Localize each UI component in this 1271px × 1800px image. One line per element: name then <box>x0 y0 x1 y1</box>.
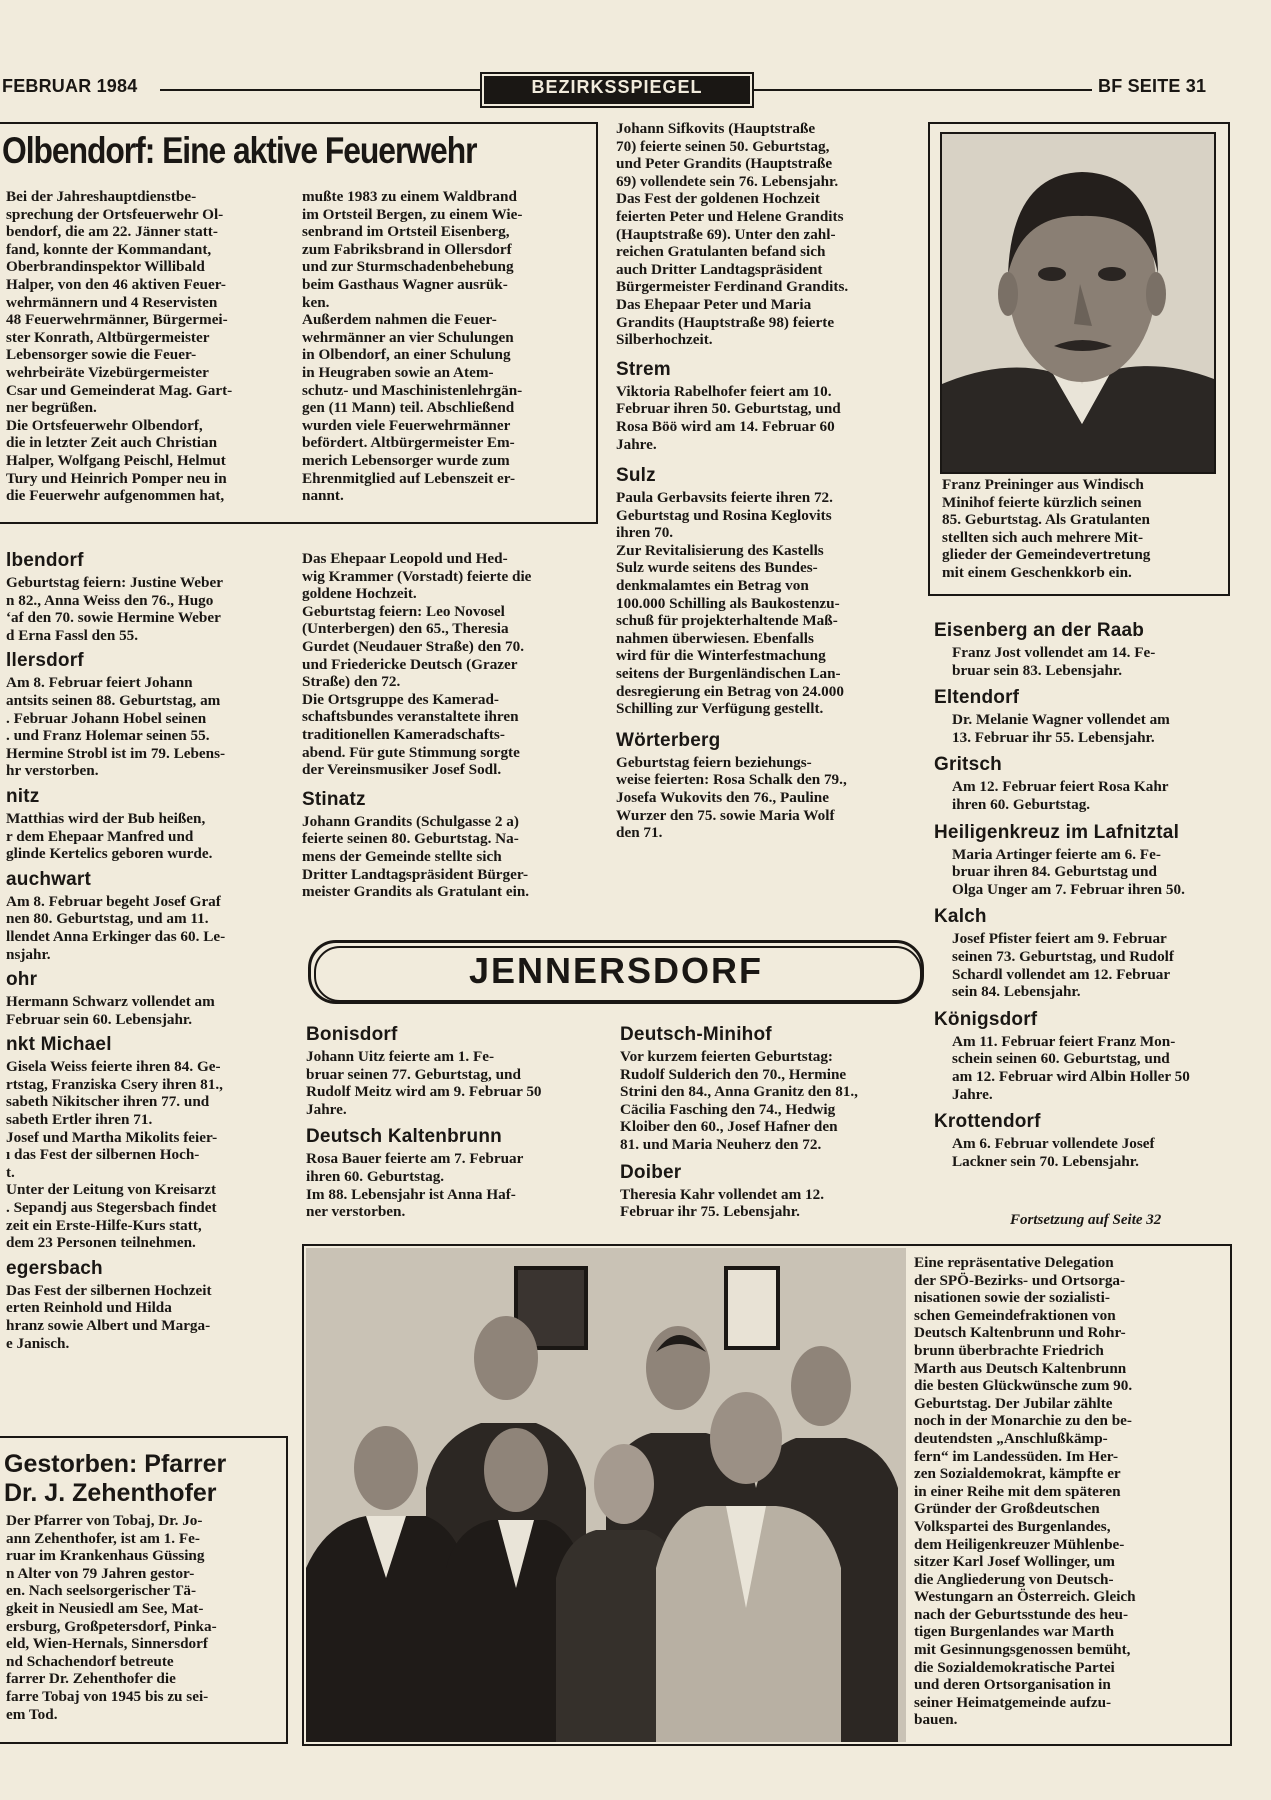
jennersdorf-left <box>306 1024 602 1221</box>
obituary-headline-line1: Gestorben: Pfarrer <box>4 1450 227 1478</box>
section-heading: llersdorf <box>6 650 84 672</box>
section-stegersbach <box>6 1258 286 1352</box>
section-text: Am 8. Februar begeht Josef Graf nen 80. Geburtstag, und am 11. llendet Anna Erkinger das 60. Le- nsjahr. <box>6 892 226 963</box>
group-photo <box>306 1248 906 1742</box>
lead-headline: Olbendorf: Eine aktive Feuerwehr <box>2 130 477 171</box>
section-text: Matthias wird der Bub heißen, r dem Ehepaar Manfred und glinde Kertelics geboren wurde. <box>6 809 213 863</box>
section-text: Vor kurzem feierten Geburtstag: Rudolf Sulderich den 70., Hermine Strini den 84., Anna Granitz den 81., Cäcilia Fasching den 74., Hedwig Kloiber den 60., Josef Hafner den 81. und Maria Neuherz den 72. <box>620 1048 858 1153</box>
section-heading: Königsdorf <box>934 1008 1038 1030</box>
section-title: BEZIRKSSPIEGEL <box>531 77 703 97</box>
section-heading: Deutsch Kaltenbrunn <box>306 1126 502 1148</box>
section-text: Franz Jost vollendet am 14. Fe- bruar sein 83. Lebensjahr. <box>952 644 1156 679</box>
section-sankt-michael <box>6 1034 286 1252</box>
section-heading: nkt Michael <box>6 1034 112 1056</box>
section-text: Am 6. Februar vollendete Josef Lackner sein 70. Lebensjahr. <box>952 1135 1155 1170</box>
section-text: Viktoria Rabelhofer feiert am 10. Februar ihren 50. Geburtstag, und Rosa Böö wird am 14. Februar 60 Jahre. <box>616 382 841 453</box>
issue-date: FEBRUAR 1984 <box>2 76 138 96</box>
section-heading: Wörterberg <box>616 729 721 751</box>
section-text: Maria Artinger feierte am 6. Fe- bruar ihren 84. Geburtstag und Olga Unger am 7. Februar ihren 50. <box>952 845 1185 898</box>
section-heading: Heiligenkreuz im Lafnitztal <box>934 821 1180 843</box>
obituary-headline-line2: Dr. J. Zehenthofer <box>4 1479 217 1507</box>
portrait-photo <box>940 132 1216 474</box>
col1-sections <box>6 550 286 1352</box>
section-text: Johann Uitz feierte am 1. Fe- bruar seinen 77. Geburtstag, und Rudolf Meitz wird am 9. Februar 50 Jahre. <box>306 1048 542 1118</box>
section-text: Geburtstag feiern beziehungs- weise feierten: Rosa Schalk den 79., Josefa Wukovits den 76., Pauline Wurzer den 75. sowie Maria Wolf den 71. <box>616 753 847 842</box>
jennersdorf-right <box>620 1024 916 1221</box>
section-heading: Krottendorf <box>934 1111 1041 1133</box>
section-heading: egersbach <box>6 1257 103 1279</box>
obituary-headline <box>4 1450 284 1508</box>
section-text: Hermann Schwarz vollendet am Februar sein 60. Lebensjahr. <box>6 993 215 1028</box>
section-heading: Sulz <box>616 465 656 487</box>
section-text: Johann Grandits (Schulgasse 2 a) feierte seinen 80. Geburtstag. Na- mens der Gemeinde stellte sich Dritter Landtagspräsident Bürger- meister Grandits als Gratulant ein. <box>302 812 530 901</box>
section-text: Geburtstag feiern: Justine Weber n 82., Anna Weiss den 76., Hugo ‘af den 70. sowie Hermine Weber d Erna Fassl den 55. <box>6 574 223 644</box>
section-text: Dr. Melanie Wagner vollendet am 13. Februar ihr 55. Lebensjahr. <box>952 711 1170 746</box>
page-number: BF SEITE 31 <box>1098 76 1207 96</box>
section-heading: Bonisdorf <box>306 1024 398 1045</box>
header-rule-left <box>160 89 480 91</box>
section-heading: Strem <box>616 358 671 380</box>
section-heading: auchwart <box>6 868 92 890</box>
section-heading: ohr <box>6 969 38 991</box>
section-text: Rosa Bauer feierte am 7. Februar ihren 60. Geburtstag. Im 88. Lebensjahr ist Anna Haf- ner verstorben. <box>306 1150 524 1221</box>
portrait-illustration <box>942 134 1214 472</box>
header-rule-right <box>752 89 1092 91</box>
section-heading: Eltendorf <box>934 687 1020 709</box>
section-inzenhof <box>6 786 286 863</box>
jennersdorf-title: JENNERSDORF <box>468 950 764 991</box>
section-heading: Gritsch <box>934 754 1002 776</box>
section-text: Am 11. Februar feiert Franz Mon- schein seinen 60. Geburtstag, und am 12. Februar wird Albin Holler 50 Jahre. <box>952 1032 1190 1103</box>
section-text: Am 12. Februar feiert Rosa Kahr ihren 60. Geburtstag. <box>952 778 1169 813</box>
lead-col2: mußte 1983 zu einem Waldbrand im Ortsteil Bergen, zu einem Wie- senbrand im Ortsteil Eisenberg, zum Fabriksbrand in Ollersdorf und zur Sturmschadenbehebung beim Gasthaus Wagner ausrük- ken. Außerdem nahmen die Feuer- wehrmänner an vier Schulungen in Olbendorf, an einer Schulung in Heugraben sowie an Atem- schutz- und Maschinistenlehrgän- gen (11 Mann) teil. Abschließend wurden viele Feuerwehrmänner befördert. Altbürgermeister Em- merich Lebensorger wurde zum Ehrenmitglied auf Lebenszeit er- nannt. <box>302 188 523 505</box>
section-heading: Deutsch-Minihof <box>620 1024 772 1045</box>
section-text: Johann Sifkovits (Hauptstraße 70) feierte seinen 50. Geburtstag, und Peter Grandits (Hauptstraße 69) vollendete sein 76. Lebensjahr. Das Fest der goldenen Hochzeit feierten Peter und Helene Grandits (Hauptstraße 69). Unter den zahl- reichen Gratulanten befand sich auch Dritter Landtagspräsident Bürgermeister Ferdinand Grandits. Das Ehepaar Peter und Maria Grandits (Hauptstraße 98) feierte Silberhochzeit. <box>616 120 849 349</box>
section-text: Das Ehepaar Leopold und Hed- wig Krammer (Vorstadt) feierte die goldene Hochzeit. Geburtstag feiern: Leo Novosel (Unterbergen) den 65., Theresia Gurdet (Neudauer Straße) den 70. und Friedericke Deutsch (Grazer Straße) den 72. Die Ortsgruppe des Kamerad- schaftsbundes veranstaltete ihren traditionellen Kameradschafts- abend. Für gute Stimmung sorgte der Vereinsmusiker Josef Sodl. <box>302 550 532 779</box>
col4-sections <box>934 620 1234 1170</box>
section-text: Paula Gerbavsits feierte ihren 72. Geburtstag und Rosina Keglovits ihren 70. Zur Revitalisierung des Kastells Sulz wurde seitens des Bundes- denkmalamtes ein Betrag von 100.000 Schilling als Baukostenzu- schuß für projekterhaltende Maß- nahmen überwiesen. Ebenfalls wird für die Winterfestmachung seitens der Burgenländischen Lan- desregierung ein Betrag von 24.000 Schilling zur Verfügung gestellt. <box>616 489 844 718</box>
section-heading: Kalch <box>934 906 987 928</box>
obituary-text: Der Pfarrer von Tobaj, Dr. Jo- ann Zehenthofer, ist am 1. Fe- ruar im Krankenhaus Güssing n Alter von 79 Jahren gestor- en. Nach seelsorgerischer Tä- gkeit in Neusiedl am See, Mat- ersburg, Großpetersdorf, Pinka- eld, Wien-Hernals, Sinnersdorf nd Schachendorf betreute farrer Dr. Zehenthofer die farre Tobaj von 1945 bis zu sei- em Tod. <box>6 1512 217 1723</box>
section-heading: lbendorf <box>6 550 84 571</box>
section-text: Theresia Kahr vollendet am 12. Februar ihr 75. Lebensjahr. <box>620 1185 825 1221</box>
section-ollersdorf <box>6 650 286 780</box>
group-photo-illustration <box>306 1248 906 1742</box>
section-text: Josef Pfister feiert am 9. Februar seinen 73. Geburtstag, und Rudolf Schardl vollendet am 12. Februar sein 84. Lebensjahr. <box>952 930 1174 1001</box>
section-olbendorf <box>6 550 286 644</box>
section-rauchwart <box>6 869 286 963</box>
portrait-caption: Franz Preininger aus Windisch Minihof feierte kürzlich seinen 85. Geburtstag. Als Gratulanten stellten sich auch mehrere Mit- glieder der Gemeindevertretung mit einem Geschenkkorb ein. <box>942 476 1151 581</box>
col3-sections <box>616 120 912 842</box>
col2-sections <box>302 550 598 901</box>
section-text: Am 8. Februar feiert Johann antsits seinen 88. Geburtstag, am . Februar Johann Hobel seinen . und Franz Holemar seinen 55. Hermine Strobl ist im 79. Lebens- hr verstorben. <box>6 674 226 780</box>
lead-col1: Bei der Jahreshauptdienstbe- sprechung der Ortsfeuerwehr Ol- bendorf, die am 22. Jänner statt- fand, konnte der Kommandant, Oberbrandinspektor Willibald Halper, von den 46 aktiven Feuer- wehrmännern und 4 Reservisten 48 Feuerwehrmänner, Bürgermei- ster Konrath, Altbürgermeister Lebensorger sowie die Feuer- wehrbeiräte Vizebürgermeister Csar und Gemeinderat Mag. Gart- ner begrüßen. Die Ortsfeuerwehr Olbendorf, die in letzter Zeit auch Christian Halper, Wolfgang Peischl, Helmut Tury und Heinrich Pomper neu in die Feuerwehr aufgenommen hat, <box>6 188 233 505</box>
section-rohr <box>6 969 286 1028</box>
section-text: Das Fest der silbernen Hochzeit erten Reinhold und Hilda hranz sowie Albert und Marga- e Janisch. <box>6 1281 212 1352</box>
section-heading: nitz <box>6 785 40 807</box>
section-heading: Stinatz <box>302 788 366 810</box>
section-text: Gisela Weiss feierte ihren 84. Ge- rtstag, Franziska Csery ihren 81., sabeth Nikitscher ihren 77. und sabeth Ertler ihren 71. Josef und Martha Mikolits feier- ı das Fest der silbernen Hoch- t. Unter der Leitung von Kreisarzt . Sepandj aus Stegersbach findet zeit ein Erste-Hilfe-Kurs statt, dem 23 Personen teilnehmen. <box>6 1058 223 1252</box>
continued-note: Fortsetzung auf Seite 32 <box>1010 1212 1162 1228</box>
section-heading: Doiber <box>620 1161 682 1183</box>
group-photo-caption: Eine repräsentative Delegation der SPÖ-Bezirks- und Ortsorga- nisationen sowie der sozialisti- schen Gemeindefraktionen von Deutsch Kaltenbrunn und Rohr- brunn überbrachte Friedrich Marth aus Deutsch Kaltenbrunn die besten Glückwünsche zum 90. Geburtstag. Der Jubilar zählte noch in der Monarchie zu den be- deutendsten „Anschlußkämp- fern“ im Landessüden. Im Her- zen Sozialdemokrat, kämpfte er in einer Reihe mit dem späteren Gründer der Großdeutschen Volkspartei des Burgenlandes, dem Heiligenkreuzer Mühlenbe- sitzer Karl Josef Wollinger, um die Angliederung von Deutsch- Westungarn an Österreich. Gleich nach der Geburtsstunde des heu- tigen Burgenlandes war Marth mit Gesinnungsgenossen bemüht, die Sozialdemokratische Partei und deren Ortsorganisation in seiner Heimatgemeinde aufzu- bauen. <box>914 1254 1136 1729</box>
section-heading: Eisenberg an der Raab <box>934 620 1145 641</box>
